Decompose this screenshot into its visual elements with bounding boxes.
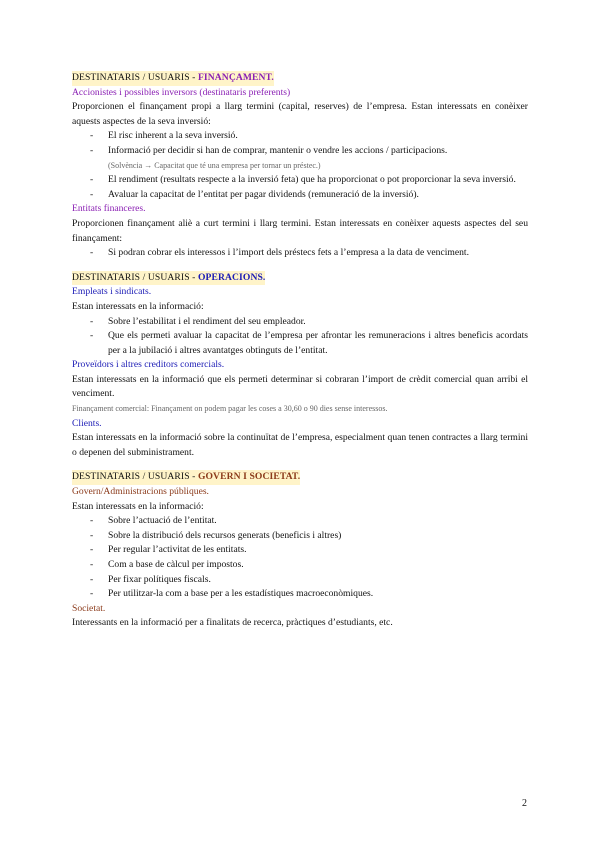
list-item: - Informació per decidir si han de comprar, mantenir o vendre les accions / participacions. <box>72 144 528 159</box>
page-number: 2 <box>522 798 527 809</box>
section-heading: DESTINATARIS / USUARIS - FINANÇAMENT. <box>72 71 274 86</box>
subheading-govern: Govern/Administracions públiques. <box>72 486 209 498</box>
paragraph: Estan interessats en la informació sobre la continuïtat de l’empresa, especialment quan tenen contractes a llarg termini o depenen del subministrament. <box>72 432 528 458</box>
section-heading: DESTINATARIS / USUARIS - OPERACIONS. <box>72 271 265 286</box>
bullet-list <box>72 246 528 261</box>
section-operacions <box>72 271 528 461</box>
list-item: - Per fixar polítiques fiscals. <box>72 573 528 588</box>
subheading-clients: Clients. <box>72 417 102 429</box>
note: (Solvència → Capacitat que té una empresa per tornar un préstec.) <box>108 160 321 170</box>
section-financament <box>72 71 528 261</box>
section-heading-highlight: OPERACIONS. <box>197 271 266 283</box>
list-item: - Per utilitzar-la com a base per a les estadístiques macroeconòmiques. <box>72 587 528 602</box>
list-item: - Si podran cobrar els interessos i l’import dels préstecs fets a l’empresa a la data de venciment. <box>72 246 528 261</box>
paragraph: Estan interessats en la informació que els permeti determinar si cobraran l’import de crèdit comercial quan arribi el venciment. <box>72 373 528 400</box>
paragraph: Estan interessats en la informació: <box>72 500 204 512</box>
document-page <box>72 71 528 641</box>
list-item: - Com a base de càlcul per impostos. <box>72 558 528 573</box>
list-item: - El rendiment (resultats respecte a la inversió feta) que ha proporcionat o pot proporcionar la seva inversió. <box>72 173 528 188</box>
paragraph: Estan interessats en la informació: <box>72 300 204 312</box>
list-item: - Sobre l’estabilitat i el rendiment del seu empleador. <box>72 315 528 330</box>
list-item: - Que els permeti avaluar la capacitat de l’empresa per afrontar les remuneracions i altres beneficis acordats per a la jubilació i altres avantatges obtinguts de l’entitat. <box>72 329 528 358</box>
paragraph: Interessants en la informació per a finalitats de recerca, pràctiques d’estudiants, etc. <box>72 617 393 629</box>
subheading-accionistes: Accionistes i possibles inversors (destinataris preferents) <box>72 86 291 98</box>
section-heading: DESTINATARIS / USUARIS - GOVERN I SOCIETAT. <box>72 470 300 485</box>
list-item: - Sobre l’actuació de l’entitat. <box>72 514 528 529</box>
list-item: - El risc inherent a la seva inversió. <box>72 129 528 144</box>
note: Finançament comercial: Finançament on podem pagar les coses a 30,60 o 90 dies sense interessos. <box>72 404 388 414</box>
paragraph: Proporcionen finançament aliè a curt termini i llarg termini. Estan interessats en conèixer aquests aspectes del seu finançament: <box>72 217 528 244</box>
subheading-proveidors: Proveïdors i altres creditors comercials. <box>72 359 225 371</box>
section-govern-societat <box>72 470 528 631</box>
list-item: - Per regular l’activitat de les entitats. <box>72 543 528 558</box>
section-heading-highlight: GOVERN I SOCIETAT. <box>197 471 301 483</box>
paragraph: Proporcionen el finançament propi a llarg termini (capital, reserves) de l’empresa. Estan interessats en conèixer aquests aspectes de la seva inversió: <box>72 101 528 127</box>
subheading-empleats: Empleats i sindicats. <box>72 286 152 298</box>
section-heading-highlight: FINANÇAMENT. <box>197 72 274 83</box>
bullet-list <box>72 173 528 202</box>
list-item: - Avaluar la capacitat de l’entitat per pagar dividends (remuneració de la inversió). <box>72 188 528 203</box>
bullet-list <box>72 315 528 359</box>
bullet-list <box>72 129 528 158</box>
bullet-list <box>72 514 528 602</box>
list-item: - Sobre la distribució dels recursos generats (beneficis i altres) <box>72 529 528 544</box>
subheading-societat: Societat. <box>72 602 106 614</box>
subheading-entitats-financeres: Entitats financeres. <box>72 203 146 215</box>
